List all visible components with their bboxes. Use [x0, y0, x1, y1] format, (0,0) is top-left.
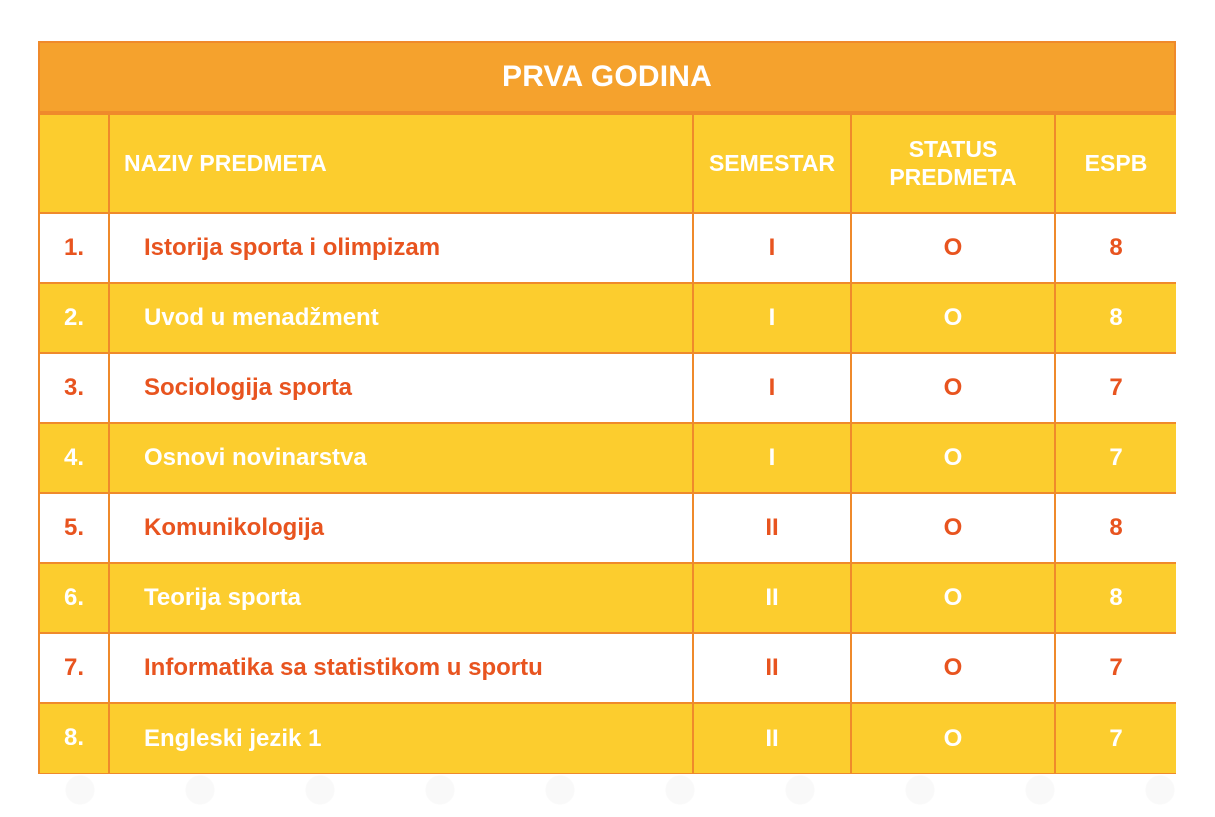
table-row: [40, 283, 1176, 353]
course-espb: 7: [1055, 423, 1176, 493]
table-row: [40, 353, 1176, 423]
course-semester: I: [693, 213, 851, 283]
course-status: O: [851, 703, 1055, 773]
table-row: [40, 633, 1176, 703]
row-number: 3.: [40, 353, 109, 423]
course-name: Istorija sporta i olimpizam: [109, 213, 693, 283]
course-semester: I: [693, 353, 851, 423]
course-name: Informatika sa statistikom u sportu: [109, 633, 693, 703]
row-number: 4.: [40, 423, 109, 493]
course-name: Teorija sporta: [109, 563, 693, 633]
course-name: Sociologija sporta: [109, 353, 693, 423]
course-espb: 7: [1055, 353, 1176, 423]
row-number: 2.: [40, 283, 109, 353]
row-number: 5.: [40, 493, 109, 563]
courses-table: [40, 113, 1176, 773]
course-semester: I: [693, 423, 851, 493]
course-status: O: [851, 493, 1055, 563]
table-title: PRVA GODINA: [501, 60, 712, 93]
table-row: [40, 563, 1176, 633]
course-status: O: [851, 213, 1055, 283]
course-semester: I: [693, 283, 851, 353]
course-espb: 8: [1055, 213, 1176, 283]
course-status: O: [851, 633, 1055, 703]
header-espb: ESPB: [1055, 114, 1176, 213]
curriculum-table-card: [38, 41, 1176, 774]
course-name: Uvod u menadžment: [109, 283, 693, 353]
course-name: Komunikologija: [109, 493, 693, 563]
course-espb: 8: [1055, 493, 1176, 563]
course-status: O: [851, 563, 1055, 633]
row-number: 6.: [40, 563, 109, 633]
row-number: 1.: [40, 213, 109, 283]
course-status: O: [851, 353, 1055, 423]
course-semester: II: [693, 493, 851, 563]
table-row: [40, 703, 1176, 773]
header-semester: SEMESTAR: [693, 114, 851, 213]
course-semester: II: [693, 633, 851, 703]
course-semester: II: [693, 703, 851, 773]
header-course-name: NAZIV PREDMETA: [109, 114, 693, 213]
table-row: [40, 493, 1176, 563]
table-row: [40, 423, 1176, 493]
header-status: STATUS PREDMETA: [851, 114, 1055, 213]
course-status: O: [851, 283, 1055, 353]
course-espb: 8: [1055, 563, 1176, 633]
course-espb: 7: [1055, 703, 1176, 773]
row-number: 8.: [40, 703, 109, 773]
course-espb: 7: [1055, 633, 1176, 703]
course-semester: II: [693, 563, 851, 633]
course-name: Engleski jezik 1: [109, 703, 693, 773]
course-espb: 8: [1055, 283, 1176, 353]
table-row: [40, 213, 1176, 283]
title-bar: [40, 43, 1174, 113]
header-number: [40, 114, 109, 213]
course-name: Osnovi novinarstva: [109, 423, 693, 493]
table-header-row: [40, 114, 1176, 213]
row-number: 7.: [40, 633, 109, 703]
course-status: O: [851, 423, 1055, 493]
